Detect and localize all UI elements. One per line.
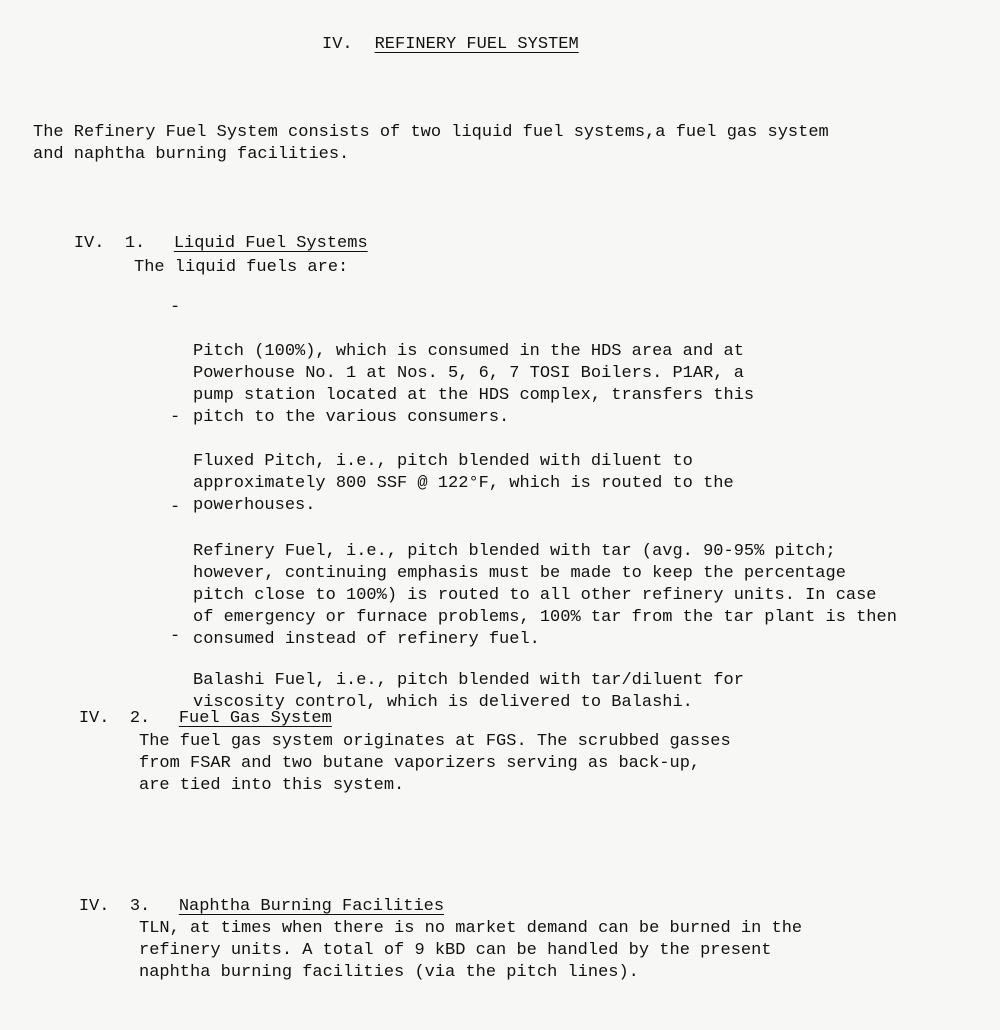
section-body-naphtha: TLN, at times when there is no market demand can be burned in the refinery units. A total of 9 kBD can be handled by the present naphtha burning facilities (via the pitch lines). bbox=[139, 919, 803, 982]
section-title: Liquid Fuel Systems bbox=[173, 234, 368, 253]
section-number: IV. 3. bbox=[78, 897, 151, 916]
section-number: IV. 1. bbox=[73, 234, 146, 253]
title-text: REFINERY FUEL SYSTEM bbox=[374, 35, 579, 54]
bullet-dash: - bbox=[170, 298, 181, 317]
section-lead-text: The liquid fuels are: bbox=[134, 258, 349, 277]
title-number: IV. bbox=[322, 35, 353, 54]
section-body-fuel-gas: The fuel gas system originates at FGS. The scrubbed gasses from FSAR and two butane vaporizers serving as back-up, are tied into this system. bbox=[139, 732, 731, 795]
list-item-text: Refinery Fuel, i.e., pitch blended with tar (avg. 90-95% pitch; however, continuing emphasis must be made to keep the percentage pitch close to 100%) is routed to all other refinery units. In case of emergency or furnace problems, 100% tar from the tar plant is then consumed instead of refinery fuel. bbox=[193, 542, 897, 649]
bullet-dash: - bbox=[170, 627, 181, 646]
section-number: IV. 2. bbox=[78, 709, 151, 728]
page-title bbox=[322, 34, 579, 56]
bullet-dash: - bbox=[170, 408, 181, 427]
bullet-dash: - bbox=[170, 498, 181, 517]
intro-paragraph: The Refinery Fuel System consists of two liquid fuel systems,a fuel gas system and naphtha burning facilities. bbox=[33, 123, 829, 164]
section-title: Fuel Gas System bbox=[178, 709, 332, 728]
list-item-text: Pitch (100%), which is consumed in the HDS area and at Powerhouse No. 1 at Nos. 5, 6, 7 TOSI Boilers. P1AR, a pump station located at the HDS complex, transfers this pitch to the various consumers. bbox=[193, 342, 755, 427]
list-item-text: Balashi Fuel, i.e., pitch blended with tar/diluent for viscosity control, which is delivered to Balashi. bbox=[193, 671, 744, 712]
list-item-text: Fluxed Pitch, i.e., pitch blended with diluent to approximately 800 SSF @ 122°F, which is routed to the powerhouses. bbox=[193, 452, 734, 515]
section-title: Naphtha Burning Facilities bbox=[178, 897, 445, 916]
